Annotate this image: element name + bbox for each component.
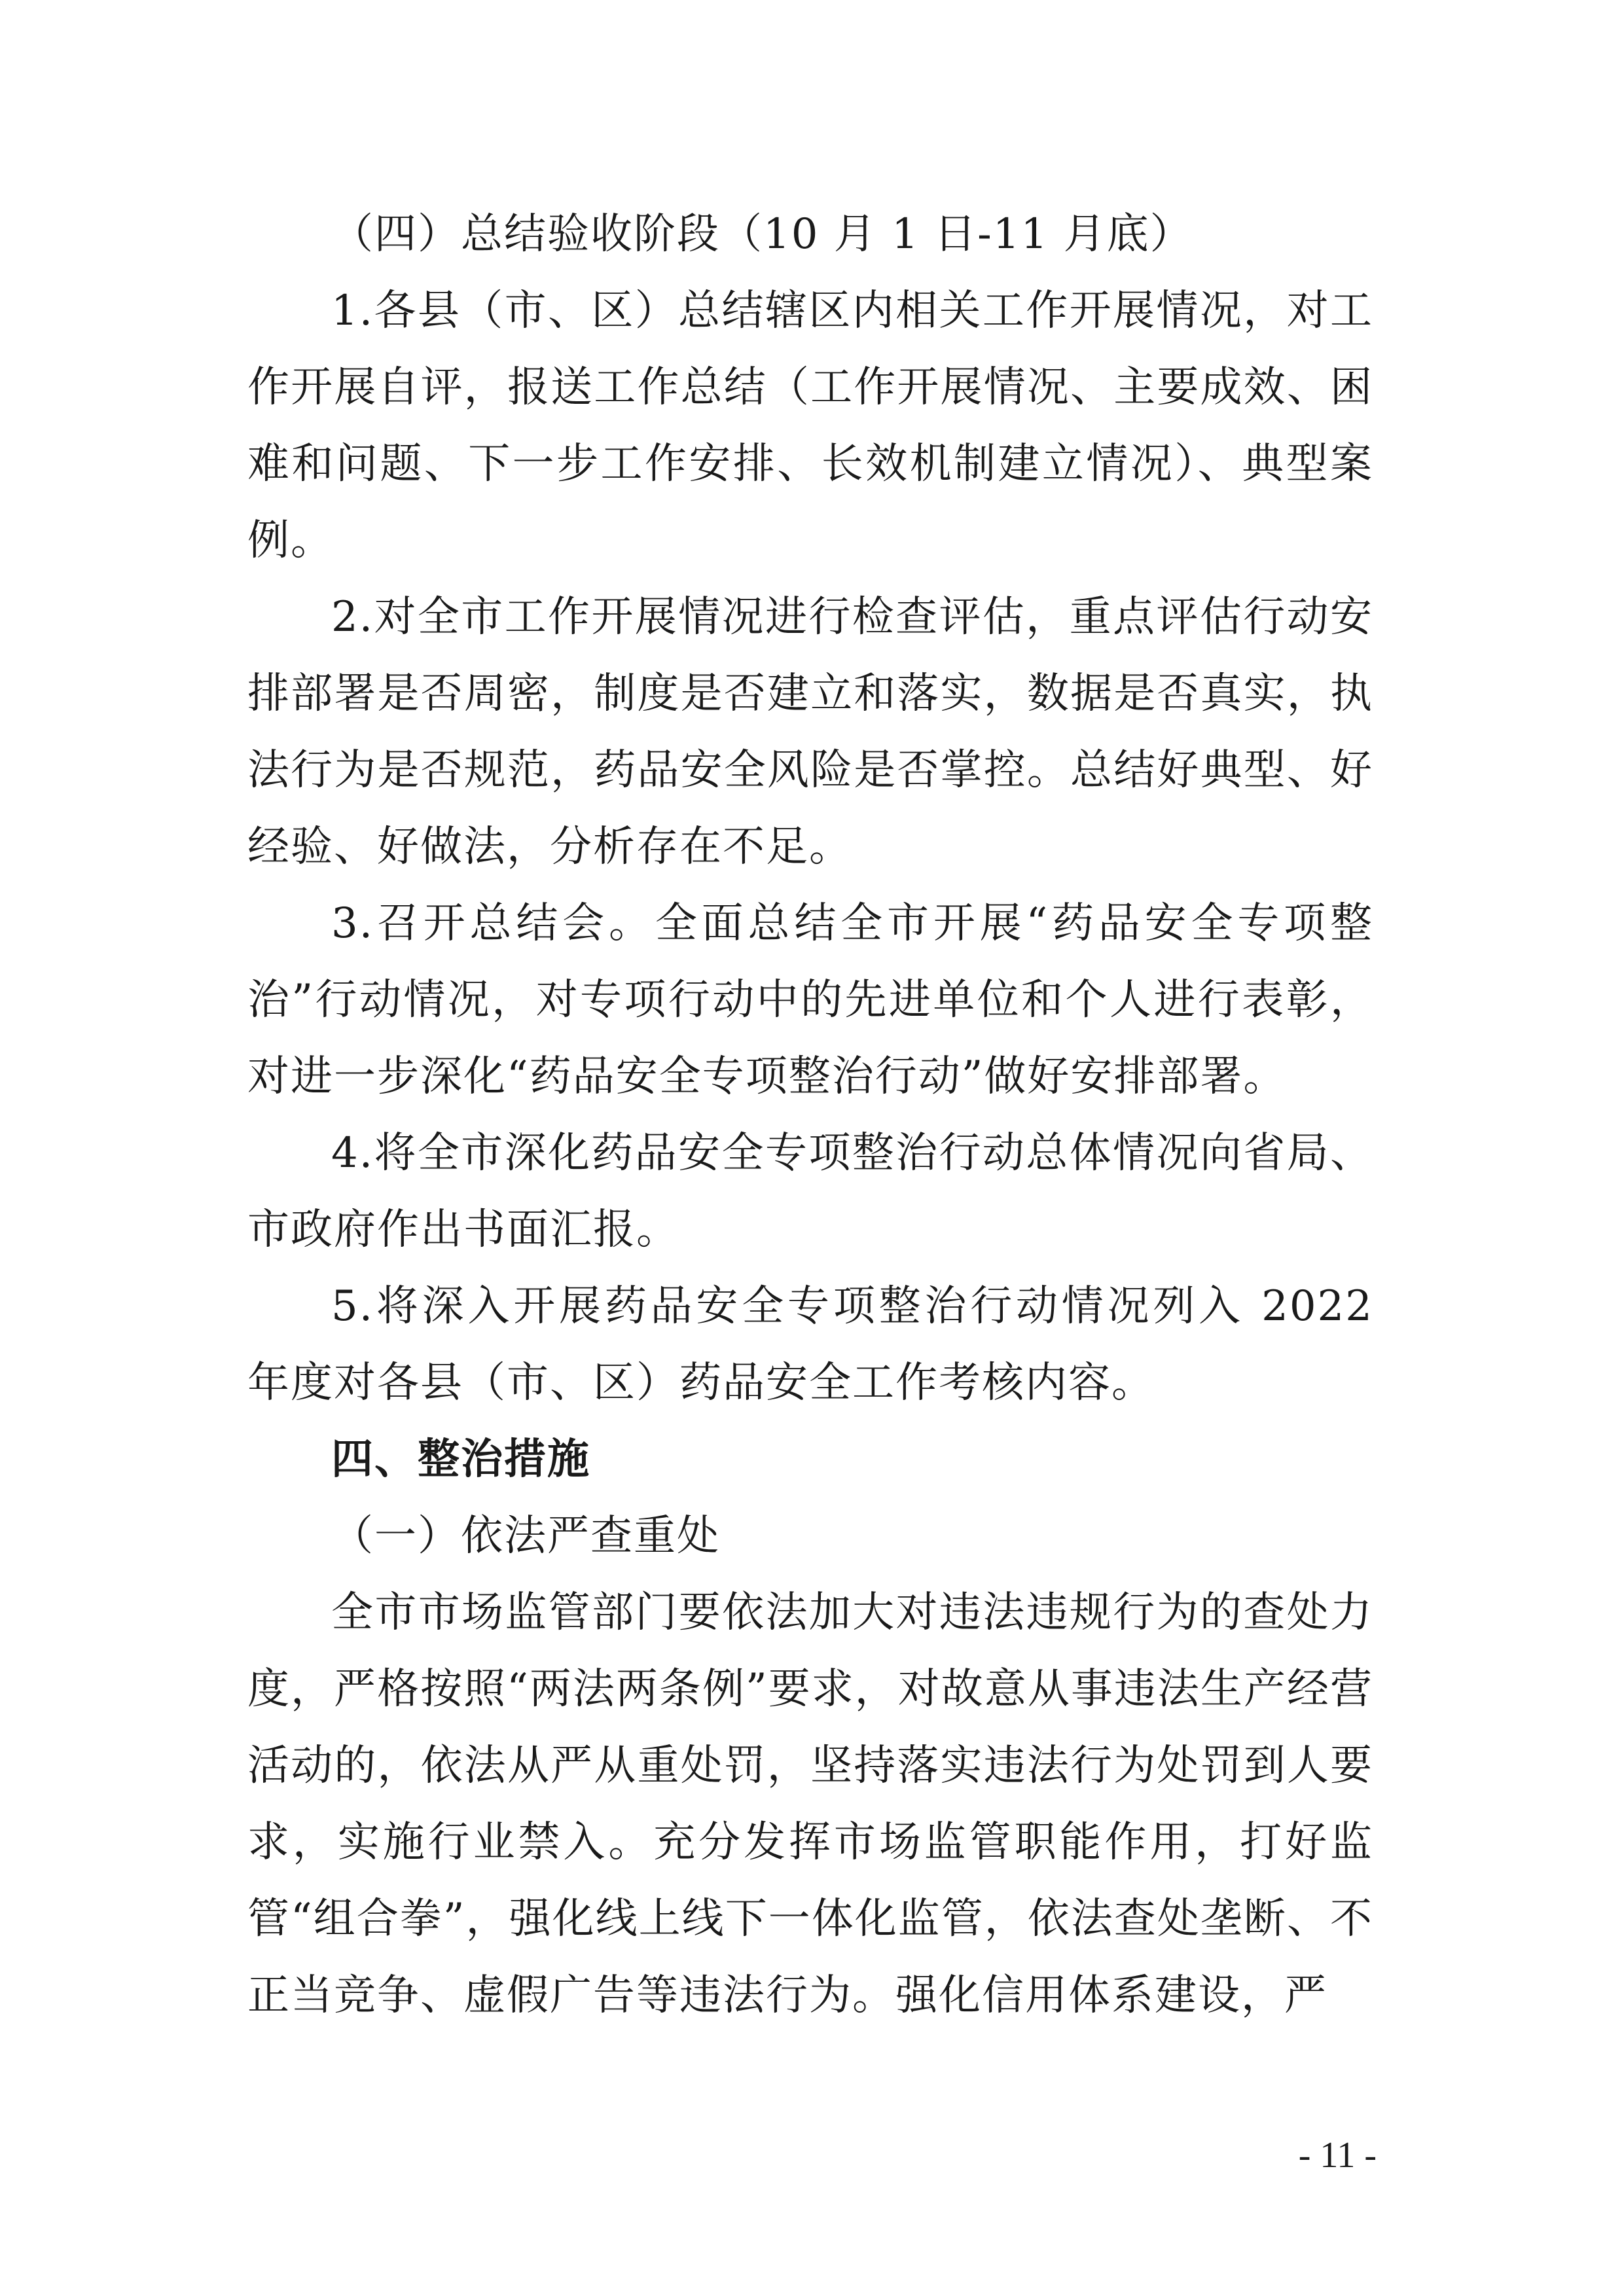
page-number: - 11 - xyxy=(1298,2135,1377,2176)
final-paragraph: 全市市场监管部门要依法加大对违法违规行为的查处力度，严格按照“两法两条例”要求，对故意从事违法生产经营活动的，依法从严从重处罚，坚持落实违法行为处罚到人要求，实施行业禁入。充分发挥市场监管职能作用，打好监管“组合拳”，强化线上线下一体化监管，依法查处垄断、不正当竞争、虚假广告等违法行为。强化信用体系建设，严 xyxy=(247,1588,1373,2020)
item-5: 5.将深入开展药品安全专项整治行动情况列入 2022 年度对各县（市、区）药品安全工作考核内容。 xyxy=(247,1282,1373,1407)
document-body xyxy=(247,196,1373,2034)
item-2: 2.对全市工作开展情况进行检查评估，重点评估行动安排部署是否周密，制度是否建立和落实，数据是否真实，执法行为是否规范，药品安全风险是否掌控。总结好典型、好经验、好做法，分析存在不足。 xyxy=(247,593,1373,871)
subsection-heading: （一）依法严查重处 xyxy=(331,1512,720,1560)
section-heading: （四）总结验收阶段（10 月 1 日-11 月底） xyxy=(331,210,1193,259)
item-4: 4.将全市深化药品安全专项整治行动总体情况向省局、市政府作出书面汇报。 xyxy=(247,1129,1373,1254)
item-1: 1.各县（市、区）总结辖区内相关工作开展情况，对工作开展自评，报送工作总结（工作开展情况、主要成效、困难和问题、下一步工作安排、长效机制建立情况）、典型案例。 xyxy=(247,287,1373,565)
item-3: 3.召开总结会。全面总结全市开展“药品安全专项整治”行动情况，对专项行动中的先进单位和个人进行表彰，对进一步深化“药品安全专项整治行动”做好安排部署。 xyxy=(247,899,1373,1101)
chapter-heading: 四、整治措施 xyxy=(331,1435,590,1484)
